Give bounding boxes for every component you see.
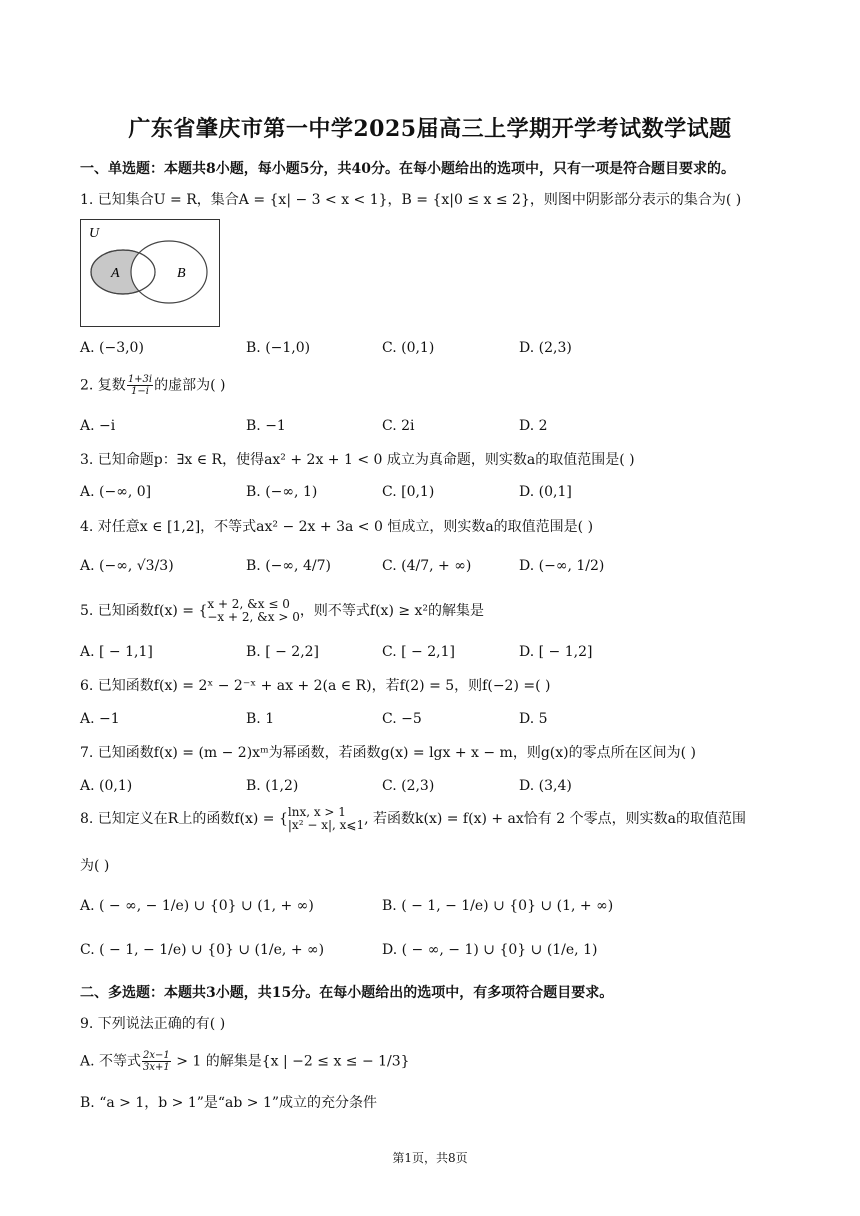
q5-prefix: 5. 已知函数f(x) = { <box>80 603 208 619</box>
venn-diagram <box>80 219 220 327</box>
question-4-stem: 4. 对任意x ∈ [1,2]，不等式ax² − 2x + 3a < 0 恒成立，则实数a的取值范围是( ) <box>80 519 594 535</box>
q8-suffix: , 若函数k(x) = f(x) + ax恰有 2 个零点，则实数a的取值范围 <box>364 811 746 827</box>
question-7-stem: 7. 已知函数f(x) = (m − 2)xᵐ为幂函数，若函数g(x) = lgx + x − m，则g(x)的零点所在区间为( ) <box>80 745 696 761</box>
venn-label-u: U <box>89 226 100 241</box>
q2-prefix: 2. 复数 <box>80 377 126 394</box>
q9a-prefix: A. 不等式 <box>80 1053 142 1070</box>
option-d: D. 5 <box>519 711 548 727</box>
q5-piecewise <box>207 598 300 624</box>
q2-denominator: 1−i <box>130 386 149 397</box>
q2-fraction <box>127 374 153 397</box>
question-3-stem: 3. 已知命题p：∃x ∈ R，使得ax² + 2x + 1 < 0 成立为真命题，则实数a的取值范围是( ) <box>80 452 635 468</box>
question-2-stem <box>80 374 226 397</box>
option-c: C. −5 <box>382 711 422 727</box>
option-a: A. (−∞, 0] <box>80 484 152 500</box>
option-b: B. ( − 1, − 1/e) ∪ {0} ∪ (1, + ∞) <box>382 898 614 914</box>
question-1-stem: 1. 已知集合U = R，集合A = {x| − 3 < x < 1}，B = {x|0 ≤ x ≤ 2}，则图中阴影部分表示的集合为( ) <box>80 192 742 208</box>
option-b: B. (1,2) <box>246 778 299 794</box>
q9a-fraction <box>142 1050 171 1073</box>
section-1-heading: 一、单选题：本题共8小题，每小题5分，共40分。在每小题给出的选项中，只有一项是符合题目要求的。 <box>80 161 735 177</box>
question-9-option-b: B. “a > 1，b > 1”是“ab > 1”成立的充分条件 <box>80 1095 378 1111</box>
question-8-stem-line2: 为( ) <box>80 858 110 874</box>
section-2-heading: 二、多选题：本题共3小题，共15分。在每小题给出的选项中，有多项符合题目要求。 <box>80 985 614 1001</box>
question-7-options <box>80 776 780 798</box>
q5-case-2: −x + 2, &x > 0 <box>207 610 300 624</box>
option-d: D. 2 <box>519 418 548 434</box>
option-c: C. ( − 1, − 1/e) ∪ {0} ∪ (1/e, + ∞) <box>80 942 325 958</box>
option-a: A. −1 <box>80 711 120 727</box>
option-d: D. (3,4) <box>519 778 572 794</box>
question-5-options <box>80 642 780 664</box>
venn-label-a: A <box>111 266 120 281</box>
q9a-suffix: > 1 的解集是{x | −2 ≤ x ≤ − 1/3} <box>171 1053 410 1070</box>
option-b: B. (−1,0) <box>246 340 311 356</box>
option-b: B. (−∞, 1) <box>246 484 318 500</box>
option-a: A. −i <box>80 418 116 434</box>
venn-label-b: B <box>177 266 186 281</box>
option-c: C. (0,1) <box>382 340 435 356</box>
q9a-numerator: 2x−1 <box>143 1050 170 1061</box>
question-6-stem: 6. 已知函数f(x) = 2ˣ − 2⁻ˣ + ax + 2(a ∈ R)，若f(2) = 5，则f(−2) =( ) <box>80 678 551 694</box>
option-d: D. (2,3) <box>519 340 572 356</box>
q8-case-1: lnx, x > 1 <box>287 805 346 819</box>
option-b: B. [ − 2,2] <box>246 644 320 660</box>
option-c: C. [0,1) <box>382 484 435 500</box>
option-c: C. [ − 2,1] <box>382 644 455 660</box>
q8-case-2: |x² − x|, x⩽1 <box>287 818 365 832</box>
option-b: B. −1 <box>246 418 286 434</box>
question-8-options-row1 <box>80 896 780 918</box>
option-a: A. ( − ∞, − 1/e) ∪ {0} ∪ (1, + ∞) <box>80 898 314 914</box>
question-8-options-row2 <box>80 940 780 962</box>
option-c: C. 2i <box>382 418 415 434</box>
option-a: A. [ − 1,1] <box>80 644 153 660</box>
q2-suffix: 的虚部为( ) <box>154 377 226 394</box>
question-3-options <box>80 482 780 504</box>
option-a: A. (0,1) <box>80 778 133 794</box>
question-4-options <box>80 556 780 578</box>
option-d: D. (0,1] <box>519 484 572 500</box>
question-5-stem <box>80 598 484 624</box>
question-2-options <box>80 416 780 438</box>
q8-prefix: 8. 已知定义在R上的函数f(x) = { <box>80 811 288 827</box>
option-d: D. ( − ∞, − 1) ∪ {0} ∪ (1/e, 1) <box>382 942 598 958</box>
option-c: C. (4/7, + ∞) <box>382 558 472 574</box>
q5-suffix: ，则不等式f(x) ≥ x²的解集是 <box>299 603 485 619</box>
question-1-options <box>80 338 780 360</box>
option-c: C. (2,3) <box>382 778 435 794</box>
q9a-denominator: 3x+1 <box>143 1062 170 1073</box>
question-9-option-a <box>80 1050 410 1073</box>
question-6-options <box>80 709 780 731</box>
q8-piecewise <box>288 806 364 832</box>
q5-case-1: x + 2, &x ≤ 0 <box>207 597 290 611</box>
page-title: 广东省肇庆市第一中学2025届高三上学期开学考试数学试题 <box>128 116 732 142</box>
option-b: B. (−∞, 4/7) <box>246 558 331 574</box>
option-b: B. 1 <box>246 711 275 727</box>
option-d: D. [ − 1,2] <box>519 644 593 660</box>
venn-svg <box>81 220 219 326</box>
q2-numerator: 1+3i <box>127 374 153 385</box>
option-d: D. (−∞, 1/2) <box>519 558 605 574</box>
option-a: A. (−3,0) <box>80 340 144 356</box>
option-a: A. (−∞, √3/3) <box>80 558 174 574</box>
page-footer: 第1页，共8页 <box>392 1151 468 1165</box>
question-8-stem <box>80 806 746 832</box>
question-9-stem: 9. 下列说法正确的有( ) <box>80 1016 226 1032</box>
